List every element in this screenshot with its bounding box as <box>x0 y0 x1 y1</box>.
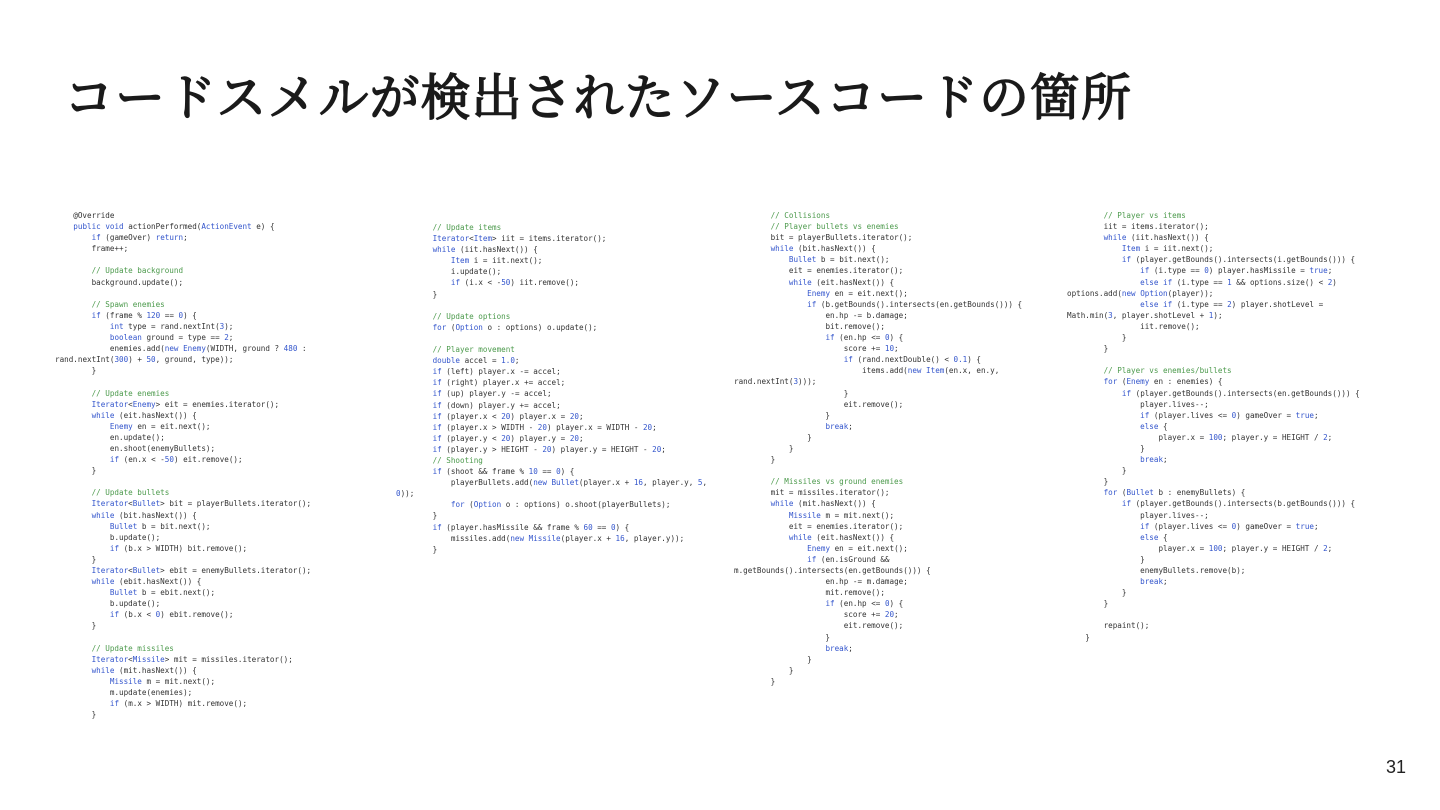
code-line: while (iit.hasNext()) { <box>432 245 538 255</box>
code-line: mit.remove(); <box>825 588 885 598</box>
code-line: if (b.getBounds().intersects(en.getBounds())) { <box>807 299 1023 309</box>
code-line: if (rand.nextDouble() < 0.1) { <box>843 355 981 365</box>
code-line: i.update(); <box>450 267 502 277</box>
code-line: } <box>734 443 794 453</box>
code-line: @Override <box>55 211 115 220</box>
code-block-column-2 <box>396 222 707 555</box>
page-number: 31 <box>1385 757 1406 777</box>
code-line: // Update bullets <box>91 488 170 498</box>
code-line: if (left) player.x -= accel; <box>432 367 561 377</box>
code-line: if (gameOver) return; <box>91 233 188 243</box>
code-line: // Player vs items <box>1103 211 1186 220</box>
code-line: } <box>1067 588 1127 598</box>
code-line: Iterator<Missile> mit = missiles.iterator(); <box>91 654 293 664</box>
code-line: for (Option o : options) o.update(); <box>432 322 598 332</box>
code-line: if (up) player.y -= accel; <box>432 389 552 399</box>
code-line: public void actionPerformed(ActionEvent e) { <box>73 222 275 232</box>
code-line: bit.remove(); <box>825 321 885 331</box>
code-line: if (player.getBounds().intersects(i.getBounds())) { <box>1121 255 1356 265</box>
code-line: Item i = iit.next(); <box>450 256 543 266</box>
code-line: } <box>1067 333 1127 343</box>
code-line: Bullet b = bit.next(); <box>109 521 211 531</box>
code-line: b.update(); <box>109 599 161 609</box>
code-line: } <box>734 455 776 465</box>
code-line: player.lives--; <box>1140 510 1209 520</box>
code-line: bit = playerBullets.iterator(); <box>770 233 913 243</box>
code-line: if (frame % 120 == 0) { <box>91 310 197 320</box>
code-line: if (en.isGround && <box>807 554 890 564</box>
code-line: Missile m = mit.next(); <box>788 510 895 520</box>
code-line: } <box>734 410 831 420</box>
code-line: // Shooting <box>432 455 483 465</box>
code-line: Iterator<Item> iit = items.iterator(); <box>432 234 607 244</box>
code-block-column-4 <box>1067 210 1360 643</box>
code-line: break; <box>1140 577 1168 587</box>
code-line: score += 10; <box>843 344 899 354</box>
code-line: 0)); <box>396 489 415 499</box>
code-line: // Update enemies <box>91 388 170 398</box>
code-line: player.x = 100; player.y = HEIGHT / 2; <box>1158 543 1333 553</box>
code-line: background.update(); <box>91 277 184 287</box>
code-line: // Missiles vs ground enemies <box>770 477 904 487</box>
slide-title: コードスメルが検出されたソースコードの箇所 <box>64 69 1132 127</box>
code-line: } <box>734 432 812 442</box>
code-line: else if (i.type == 2) player.shotLevel = <box>1140 299 1324 309</box>
code-line: Iterator<Bullet> ebit = enemyBullets.iterator(); <box>91 566 312 575</box>
code-line: } <box>55 366 97 376</box>
code-line: else { <box>1140 532 1168 542</box>
code-line: while (eit.hasNext()) { <box>91 410 197 420</box>
code-line: frame++; <box>91 244 129 254</box>
code-line: score += 20; <box>843 610 899 620</box>
code-line: // Spawn enemies <box>91 299 165 309</box>
code-line: Item i = iit.next(); <box>1121 244 1214 254</box>
code-line: if (down) player.y += accel; <box>432 400 561 410</box>
code-line: playerBullets.add(new Bullet(player.x + 16, player.y, 5, <box>450 478 708 488</box>
code-line: eit.remove(); <box>843 399 904 409</box>
code-line: } <box>55 554 97 564</box>
code-line: while (eit.hasNext()) { <box>788 532 895 542</box>
code-line: repaint(); <box>1103 621 1150 631</box>
code-line: if (b.x < 0) ebit.remove(); <box>109 610 234 620</box>
code-line: } <box>396 544 438 554</box>
code-line: Bullet b = bit.next(); <box>788 255 890 265</box>
code-line: en.update(); <box>109 432 165 442</box>
code-line: for (Bullet b : enemyBullets) { <box>1103 488 1246 498</box>
code-line: break; <box>825 421 853 431</box>
code-line: } <box>734 654 812 664</box>
code-line: en.hp -= b.damage; <box>825 310 908 320</box>
code-line: // Player vs enemies/bullets <box>1103 366 1232 376</box>
code-line: } <box>55 466 97 476</box>
code-line: // Update items <box>432 223 502 232</box>
code-line: if (player.x < 20) player.x = 20; <box>432 411 584 421</box>
code-line: while (eit.hasNext()) { <box>788 277 895 287</box>
code-line: if (en.hp <= 0) { <box>825 599 904 609</box>
code-line: enemyBullets.remove(b); <box>1140 566 1246 575</box>
code-line: // Update options <box>432 311 511 321</box>
code-line: } <box>1067 477 1109 487</box>
code-line: if (player.y > HEIGHT - 20) player.y = HEIGHT - 20; <box>432 444 666 454</box>
code-line: double accel = 1.0; <box>432 356 520 366</box>
code-line: if (i.type == 0) player.hasMissile = true; <box>1140 266 1333 276</box>
code-line: } <box>734 676 776 686</box>
code-line: Enemy en = eit.next(); <box>807 288 908 298</box>
code-line: if (player.lives <= 0) gameOver = true; <box>1140 521 1319 531</box>
code-line: } <box>396 511 438 521</box>
code-line: for (Option o : options) o.shoot(playerBullets); <box>450 500 671 510</box>
code-line: for (Enemy en : enemies) { <box>1103 377 1223 387</box>
code-line: } <box>734 632 831 642</box>
code-block-column-3 <box>734 210 1022 687</box>
code-line: Iterator<Bullet> bit = playerBullets.iterator(); <box>91 499 312 509</box>
code-line: iit = items.iterator(); <box>1103 222 1209 232</box>
code-line: } <box>734 665 794 675</box>
code-line: m.getBounds().intersects(en.getBounds())) { <box>734 566 931 575</box>
code-line: if (player.y < 20) player.y = 20; <box>432 433 584 443</box>
code-line: while (ebit.hasNext()) { <box>91 577 202 587</box>
code-line: else if (i.type == 1 && options.size() < 2) <box>1140 277 1337 287</box>
code-line: rand.nextInt(3))); <box>734 377 817 387</box>
code-line: // Player bullets vs enemies <box>770 222 899 232</box>
code-line: if (player.getBounds().intersects(b.getBounds())) { <box>1121 499 1356 509</box>
code-line: } <box>1067 554 1145 564</box>
code-line: if (shoot && frame % 10 == 0) { <box>432 467 575 477</box>
code-line: boolean ground = type == 2; <box>109 333 234 343</box>
code-line: if (player.getBounds().intersects(en.getBounds())) { <box>1121 388 1360 398</box>
code-line: break; <box>825 643 853 653</box>
code-line: if (player.x > WIDTH - 20) player.x = WIDTH - 20; <box>432 422 657 432</box>
code-line: Missile m = mit.next(); <box>109 676 216 686</box>
code-line: if (right) player.x += accel; <box>432 378 566 388</box>
code-line: en.hp -= m.damage; <box>825 577 908 587</box>
code-line: b.update(); <box>109 532 161 542</box>
code-line: if (player.lives <= 0) gameOver = true; <box>1140 410 1319 420</box>
code-line: m.update(enemies); <box>109 688 193 698</box>
code-line: while (iit.hasNext()) { <box>1103 233 1209 243</box>
code-line: Math.min(3, player.shotLevel + 1); <box>1067 310 1223 320</box>
code-line: mit = missiles.iterator(); <box>770 488 890 498</box>
code-line: Bullet b = ebit.next(); <box>109 588 216 598</box>
code-line: iit.remove(); <box>1140 321 1200 331</box>
code-line: missiles.add(new Missile(player.x + 16, player.y)); <box>450 533 685 543</box>
code-line: rand.nextInt(300) + 50, ground, type)); <box>55 355 234 365</box>
code-line: } <box>1067 632 1090 642</box>
code-line: if (player.hasMissile && frame % 60 == 0) { <box>432 522 630 532</box>
code-line: if (m.x > WIDTH) mit.remove(); <box>109 699 248 709</box>
code-line: } <box>734 388 849 398</box>
code-line: } <box>1067 344 1109 354</box>
code-line: Enemy en = eit.next(); <box>807 543 908 553</box>
code-line: while (mit.hasNext()) { <box>770 499 876 509</box>
code-line: // Player movement <box>432 345 515 355</box>
code-line: player.x = 100; player.y = HEIGHT / 2; <box>1158 432 1333 442</box>
code-line: items.add(new Item(en.x, en.y, <box>862 366 1000 376</box>
code-line: while (bit.hasNext()) { <box>770 244 876 254</box>
code-line: } <box>1067 599 1109 609</box>
code-line: if (b.x > WIDTH) bit.remove(); <box>109 543 248 553</box>
code-line: player.lives--; <box>1140 399 1209 409</box>
code-line: } <box>55 621 97 631</box>
code-line: } <box>396 289 438 299</box>
code-line: eit = enemies.iterator(); <box>788 266 904 276</box>
code-line: en.shoot(enemyBullets); <box>109 443 216 453</box>
code-line: while (bit.hasNext()) { <box>91 510 197 520</box>
code-line: eit.remove(); <box>843 621 904 631</box>
code-line: while (mit.hasNext()) { <box>91 665 197 675</box>
code-line: // Update missiles <box>91 643 174 653</box>
code-line: int type = rand.nextInt(3); <box>109 321 234 331</box>
code-line: options.add(new Option(player)); <box>1067 288 1214 298</box>
code-line: else { <box>1140 421 1168 431</box>
code-line: enemies.add(new Enemy(WIDTH, ground ? 480 : <box>109 344 307 354</box>
code-line: Enemy en = eit.next(); <box>109 421 211 431</box>
code-line: } <box>1067 466 1127 476</box>
code-line: } <box>1067 443 1145 453</box>
code-line: break; <box>1140 455 1168 465</box>
code-line: eit = enemies.iterator(); <box>788 521 904 531</box>
code-line: } <box>55 710 97 720</box>
code-line: Iterator<Enemy> eit = enemies.iterator(); <box>91 399 280 409</box>
code-line: // Update background <box>91 266 184 276</box>
code-line: if (i.x < -50) iit.remove(); <box>450 278 579 288</box>
code-block-column-1 <box>55 210 311 720</box>
code-line: if (en.x < -50) eit.remove(); <box>109 455 243 465</box>
code-line: // Collisions <box>770 211 831 220</box>
code-line: if (en.hp <= 0) { <box>825 333 904 343</box>
